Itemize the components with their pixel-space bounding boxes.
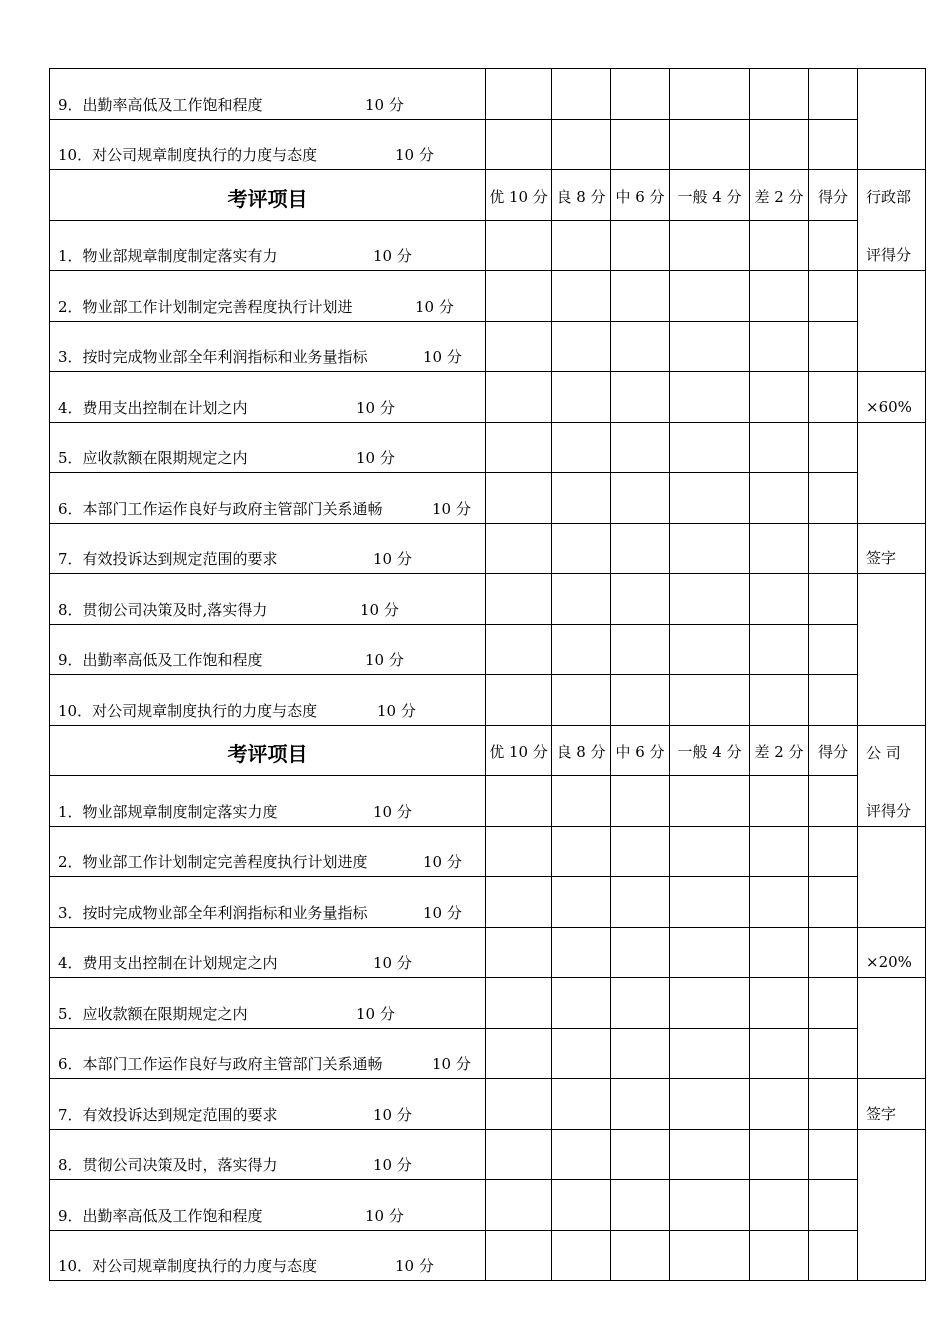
score-cell[interactable]: [670, 69, 750, 120]
score-cell[interactable]: [486, 69, 552, 120]
evaluator-label: 评得分: [858, 776, 926, 827]
table-row: [50, 978, 926, 1029]
score-cell[interactable]: [611, 321, 670, 372]
score-cell[interactable]: [486, 826, 552, 877]
score-cell[interactable]: [809, 675, 858, 726]
grade-header: 良 8 分: [552, 725, 611, 776]
score-cell[interactable]: [670, 220, 750, 271]
score-cell[interactable]: [552, 978, 611, 1029]
table-row: [50, 1079, 926, 1130]
score-cell[interactable]: [611, 473, 670, 524]
score-cell[interactable]: [486, 927, 552, 978]
score-cell[interactable]: [552, 372, 611, 423]
score-cell[interactable]: [809, 1180, 858, 1231]
score-cell[interactable]: [809, 877, 858, 928]
score-cell[interactable]: [611, 1079, 670, 1130]
score-cell[interactable]: [670, 1230, 750, 1281]
criterion-text: 1．物业部规章制度制定落实有力: [58, 247, 278, 265]
score-cell[interactable]: [552, 624, 611, 675]
table-row: [50, 1129, 926, 1180]
score-cell[interactable]: [486, 574, 552, 625]
criterion-cell: [50, 1028, 486, 1079]
criterion-cell: [50, 119, 486, 170]
score-cell[interactable]: [809, 1230, 858, 1281]
score-cell[interactable]: [750, 927, 809, 978]
score-cell[interactable]: [809, 574, 858, 625]
score-cell[interactable]: [750, 877, 809, 928]
criterion-points: 10 分: [373, 802, 412, 821]
score-cell[interactable]: [809, 978, 858, 1029]
score-cell[interactable]: [611, 422, 670, 473]
grade-header: 一般 4 分: [670, 170, 750, 221]
score-cell[interactable]: [486, 119, 552, 170]
score-cell[interactable]: [552, 1028, 611, 1079]
score-cell[interactable]: [486, 776, 552, 827]
score-cell[interactable]: [750, 1230, 809, 1281]
score-cell[interactable]: [611, 220, 670, 271]
criterion-text: 3．按时完成物业部全年利润指标和业务量指标: [58, 348, 368, 366]
section-header-row: [50, 170, 926, 221]
score-cell[interactable]: [486, 473, 552, 524]
criterion-points: 10 分: [373, 550, 412, 568]
criterion-cell: [50, 877, 486, 928]
score-cell[interactable]: [486, 372, 552, 423]
score-cell[interactable]: [552, 220, 611, 271]
score-cell[interactable]: [670, 927, 750, 978]
criterion-points: 10 分: [373, 1105, 412, 1124]
side-cell: [858, 69, 926, 120]
score-cell[interactable]: [611, 271, 670, 322]
criterion-points: 10 分: [423, 348, 462, 366]
score-cell[interactable]: [750, 321, 809, 372]
criterion-points: 10 分: [395, 146, 434, 164]
criterion-text: 7．有效投诉达到规定范围的要求: [58, 550, 278, 568]
side-cell: [858, 675, 926, 726]
criterion-cell: [50, 271, 486, 322]
score-cell[interactable]: [486, 321, 552, 372]
criterion-cell: [50, 220, 486, 271]
score-cell[interactable]: [611, 1180, 670, 1231]
criterion-text: 3．按时完成物业部全年利润指标和业务量指标: [58, 903, 368, 922]
criterion-text: 9．出勤率高低及工作饱和程度: [58, 95, 263, 114]
criterion-text: 8．贯彻公司决策及时，落实得力: [58, 1156, 278, 1174]
score-cell[interactable]: [486, 422, 552, 473]
score-cell[interactable]: [750, 826, 809, 877]
criterion-cell: [50, 675, 486, 726]
score-cell[interactable]: [552, 574, 611, 625]
score-cell[interactable]: [750, 523, 809, 574]
side-cell: [858, 119, 926, 170]
score-cell[interactable]: [670, 422, 750, 473]
score-cell[interactable]: [486, 1028, 552, 1079]
score-cell[interactable]: [750, 1129, 809, 1180]
table-row: [50, 372, 926, 423]
evaluation-table: [49, 68, 926, 1281]
criterion-text: 8．贯彻公司决策及时,落实得力: [58, 600, 268, 619]
score-cell[interactable]: [552, 927, 611, 978]
side-cell: [858, 624, 926, 675]
score-cell[interactable]: [552, 523, 611, 574]
criterion-cell: [50, 776, 486, 827]
score-cell[interactable]: [809, 422, 858, 473]
grade-header: 优 10 分: [486, 725, 552, 776]
table-row: [50, 776, 926, 827]
evaluator-label: 行政部: [858, 170, 926, 221]
criterion-text: 10．对公司规章制度执行的力度与态度: [58, 701, 318, 720]
score-cell[interactable]: [611, 119, 670, 170]
criterion-points: 10 分: [365, 651, 404, 669]
evaluator-label: 公 司: [858, 725, 926, 776]
criterion-text: 4．费用支出控制在计划规定之内: [58, 954, 278, 972]
score-cell[interactable]: [552, 1180, 611, 1231]
table-row: [50, 523, 926, 574]
criterion-points: 10 分: [395, 1257, 434, 1275]
score-cell[interactable]: [809, 220, 858, 271]
criterion-points: 10 分: [373, 247, 412, 265]
score-cell[interactable]: [809, 473, 858, 524]
criterion-cell: [50, 473, 486, 524]
score-cell[interactable]: [552, 877, 611, 928]
grade-header: 得分: [809, 170, 858, 221]
score-cell[interactable]: [750, 220, 809, 271]
score-cell[interactable]: [670, 271, 750, 322]
score-cell[interactable]: [670, 624, 750, 675]
criterion-text: 6．本部门工作运作良好与政府主管部门关系通畅: [58, 1055, 383, 1073]
criterion-points: 10 分: [365, 95, 404, 114]
score-cell[interactable]: [552, 321, 611, 372]
weight-label: ×20%: [858, 927, 926, 978]
score-cell[interactable]: [670, 372, 750, 423]
criterion-text: 7．有效投诉达到规定范围的要求: [58, 1105, 278, 1124]
grade-header: 一般 4 分: [670, 725, 750, 776]
score-cell[interactable]: [552, 422, 611, 473]
score-cell[interactable]: [486, 523, 552, 574]
side-cell: [858, 978, 926, 1029]
score-cell[interactable]: [552, 473, 611, 524]
grade-header: 中 6 分: [611, 725, 670, 776]
criterion-text: 6．本部门工作运作良好与政府主管部门关系通畅: [58, 499, 383, 518]
score-cell[interactable]: [611, 826, 670, 877]
weight-label: ×60%: [858, 372, 926, 423]
score-cell[interactable]: [486, 1230, 552, 1281]
criterion-cell: [50, 1180, 486, 1231]
table-row: [50, 624, 926, 675]
score-cell[interactable]: [486, 877, 552, 928]
criterion-text: 2．物业部工作计划制定完善程度执行计划进度: [58, 853, 368, 871]
criterion-points: 10 分: [373, 954, 412, 972]
criterion-points: 10 分: [415, 297, 454, 316]
score-cell[interactable]: [486, 271, 552, 322]
score-cell[interactable]: [750, 978, 809, 1029]
evaluator-label: 评得分: [858, 220, 926, 271]
score-cell[interactable]: [670, 776, 750, 827]
score-cell[interactable]: [611, 523, 670, 574]
criterion-text: 4．费用支出控制在计划之内: [58, 398, 248, 417]
score-cell[interactable]: [552, 826, 611, 877]
table-row: [50, 321, 926, 372]
table-row: [50, 1230, 926, 1281]
score-cell[interactable]: [809, 1079, 858, 1130]
score-cell[interactable]: [611, 69, 670, 120]
score-cell[interactable]: [611, 927, 670, 978]
score-cell[interactable]: [611, 675, 670, 726]
score-cell[interactable]: [611, 624, 670, 675]
score-cell[interactable]: [486, 220, 552, 271]
score-cell[interactable]: [670, 877, 750, 928]
score-cell[interactable]: [670, 321, 750, 372]
score-cell[interactable]: [670, 978, 750, 1029]
score-cell[interactable]: [611, 978, 670, 1029]
side-cell: [858, 271, 926, 322]
criterion-cell: [50, 321, 486, 372]
criterion-cell: [50, 624, 486, 675]
score-cell[interactable]: [809, 321, 858, 372]
score-cell[interactable]: [486, 1079, 552, 1130]
criterion-points: 10 分: [356, 1004, 395, 1023]
score-cell[interactable]: [611, 776, 670, 827]
score-cell[interactable]: [750, 574, 809, 625]
table-row: [50, 220, 926, 271]
score-cell[interactable]: [750, 372, 809, 423]
score-cell[interactable]: [809, 927, 858, 978]
score-cell[interactable]: [670, 523, 750, 574]
score-cell[interactable]: [552, 776, 611, 827]
score-cell[interactable]: [611, 1028, 670, 1079]
score-cell[interactable]: [750, 271, 809, 322]
score-cell[interactable]: [552, 119, 611, 170]
grade-header: 差 2 分: [750, 170, 809, 221]
criterion-cell: [50, 523, 486, 574]
side-cell: [858, 826, 926, 877]
score-cell[interactable]: [750, 675, 809, 726]
table-row: [50, 877, 926, 928]
criterion-text: 1．物业部规章制度制定落实力度: [58, 802, 278, 821]
score-cell[interactable]: [611, 1129, 670, 1180]
score-cell[interactable]: [670, 675, 750, 726]
score-cell[interactable]: [552, 1230, 611, 1281]
score-cell[interactable]: [670, 1028, 750, 1079]
score-cell[interactable]: [809, 826, 858, 877]
table-row: [50, 927, 926, 978]
table-row: [50, 119, 926, 170]
score-cell[interactable]: [809, 624, 858, 675]
score-cell[interactable]: [552, 271, 611, 322]
table-row: [50, 574, 926, 625]
section-header-row: [50, 725, 926, 776]
side-cell: [858, 473, 926, 524]
score-cell[interactable]: [552, 1129, 611, 1180]
criterion-text: 10．对公司规章制度执行的力度与态度: [58, 146, 318, 164]
score-cell[interactable]: [486, 1129, 552, 1180]
score-cell[interactable]: [670, 574, 750, 625]
side-cell: [858, 321, 926, 372]
score-cell[interactable]: [670, 473, 750, 524]
table-row: [50, 473, 926, 524]
table-row: [50, 1180, 926, 1231]
score-cell[interactable]: [809, 523, 858, 574]
grade-header: 差 2 分: [750, 725, 809, 776]
score-cell[interactable]: [670, 1129, 750, 1180]
score-cell[interactable]: [809, 1129, 858, 1180]
table-row: [50, 826, 926, 877]
side-cell: [858, 1180, 926, 1231]
criterion-text: 5．应收款额在限期规定之内: [58, 1004, 248, 1023]
score-cell[interactable]: [750, 776, 809, 827]
criterion-cell: [50, 422, 486, 473]
side-cell: [858, 574, 926, 625]
table-row: [50, 675, 926, 726]
score-cell[interactable]: [670, 1079, 750, 1130]
criterion-text: 2．物业部工作计划制定完善程度执行计划进: [58, 297, 353, 316]
criterion-text: 10．对公司规章制度执行的力度与态度: [58, 1257, 318, 1275]
score-cell[interactable]: [750, 69, 809, 120]
criterion-points: 10 分: [365, 1206, 404, 1225]
criterion-points: 10 分: [423, 903, 462, 922]
criterion-text: 9．出勤率高低及工作饱和程度: [58, 1206, 263, 1225]
criterion-cell: [50, 978, 486, 1029]
score-cell[interactable]: [611, 372, 670, 423]
score-cell[interactable]: [486, 1180, 552, 1231]
criterion-cell: [50, 69, 486, 120]
score-cell[interactable]: [670, 119, 750, 170]
score-cell[interactable]: [750, 422, 809, 473]
score-cell[interactable]: [486, 624, 552, 675]
score-cell[interactable]: [670, 1180, 750, 1231]
criterion-cell: [50, 1230, 486, 1281]
criterion-text: 9．出勤率高低及工作饱和程度: [58, 651, 263, 669]
score-cell[interactable]: [486, 978, 552, 1029]
table-row: [50, 69, 926, 120]
grade-header: 中 6 分: [611, 170, 670, 221]
score-cell[interactable]: [750, 119, 809, 170]
score-cell[interactable]: [750, 624, 809, 675]
side-cell: [858, 422, 926, 473]
criterion-points: 10 分: [356, 449, 395, 467]
criterion-points: 10 分: [423, 853, 462, 871]
criterion-cell: [50, 1079, 486, 1130]
score-cell[interactable]: [809, 271, 858, 322]
score-cell[interactable]: [809, 776, 858, 827]
table-row: [50, 271, 926, 322]
section-title: 考评项目: [50, 725, 486, 776]
score-cell[interactable]: [611, 877, 670, 928]
grade-header: 良 8 分: [552, 170, 611, 221]
criterion-cell: [50, 574, 486, 625]
score-cell[interactable]: [486, 675, 552, 726]
side-cell: [858, 877, 926, 928]
criterion-points: 10 分: [432, 499, 471, 518]
criterion-points: 10 分: [373, 1156, 412, 1174]
criterion-cell: [50, 927, 486, 978]
score-cell[interactable]: [552, 1079, 611, 1130]
signature-label: 签字: [858, 523, 926, 574]
criterion-points: 10 分: [360, 600, 399, 619]
table-row: [50, 422, 926, 473]
grade-header: 得分: [809, 725, 858, 776]
score-cell[interactable]: [809, 69, 858, 120]
score-cell[interactable]: [611, 574, 670, 625]
criterion-points: 10 分: [432, 1055, 471, 1073]
side-cell: [858, 1230, 926, 1281]
section-title: 考评项目: [50, 170, 486, 221]
criterion-text: 5．应收款额在限期规定之内: [58, 449, 248, 467]
side-cell: [858, 1129, 926, 1180]
score-cell[interactable]: [750, 473, 809, 524]
side-cell: [858, 1028, 926, 1079]
criterion-points: 10 分: [356, 398, 395, 417]
grade-header: 优 10 分: [486, 170, 552, 221]
criterion-cell: [50, 1129, 486, 1180]
score-cell[interactable]: [809, 1028, 858, 1079]
score-cell[interactable]: [809, 119, 858, 170]
criterion-cell: [50, 826, 486, 877]
criterion-cell: [50, 372, 486, 423]
score-cell[interactable]: [552, 675, 611, 726]
score-cell[interactable]: [750, 1028, 809, 1079]
signature-label: 签字: [858, 1079, 926, 1130]
score-cell[interactable]: [750, 1180, 809, 1231]
table-row: [50, 1028, 926, 1079]
score-cell[interactable]: [611, 1230, 670, 1281]
score-cell[interactable]: [670, 826, 750, 877]
score-cell[interactable]: [809, 372, 858, 423]
score-cell[interactable]: [750, 1079, 809, 1130]
criterion-points: 10 分: [377, 701, 416, 720]
score-cell[interactable]: [552, 69, 611, 120]
